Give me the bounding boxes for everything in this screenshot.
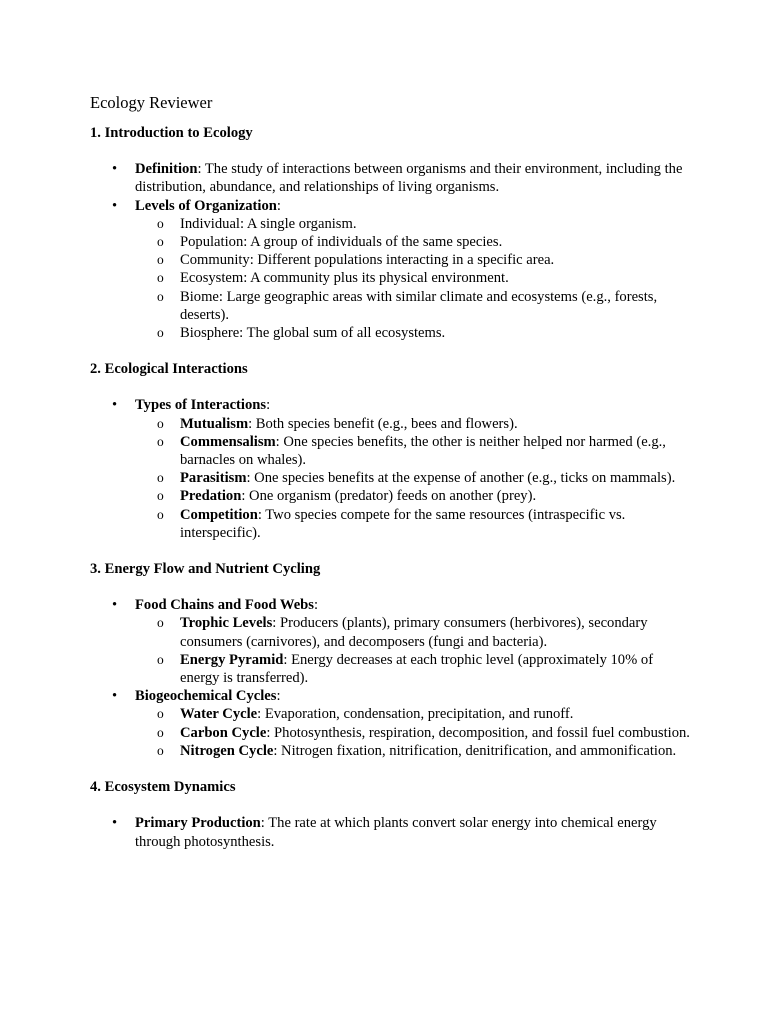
list-item	[90, 596, 690, 687]
item-term: Levels of Organization	[135, 197, 277, 214]
sub-list-item	[135, 742, 690, 760]
section-list	[90, 814, 690, 850]
circle-bullet-icon: o	[157, 252, 164, 268]
item-term: Primary Production	[135, 815, 261, 832]
section-heading: 1. Introduction to Ecology	[90, 125, 253, 141]
circle-bullet-icon: o	[157, 615, 164, 631]
item-term: Mutualism	[180, 415, 249, 432]
item-text: : Photosynthesis, respiration, decomposition, and fossil fuel combustion.	[266, 724, 690, 741]
circle-bullet-icon: o	[157, 433, 164, 449]
circle-bullet-icon: o	[157, 215, 164, 231]
sub-list-item	[135, 215, 690, 233]
item-term: Nitrogen Cycle	[180, 742, 274, 759]
item-text: : One species benefits at the expense of another (e.g., ticks on mammals).	[246, 470, 676, 487]
item-text: Individual: A single organism.	[180, 215, 357, 232]
document-page	[90, 92, 690, 869]
item-text: : Evaporation, condensation, precipitation, and runoff.	[257, 706, 574, 723]
item-text: : Both species benefit (e.g., bees and flowers).	[248, 415, 518, 432]
item-text: Ecosystem: A community plus its physical environment.	[180, 270, 509, 287]
circle-bullet-icon: o	[157, 724, 164, 740]
circle-bullet-icon: o	[157, 742, 164, 758]
document-body	[90, 124, 690, 851]
item-term: Competition	[180, 506, 258, 523]
section-list	[90, 596, 690, 760]
circle-bullet-icon: o	[157, 706, 164, 722]
item-term: Carbon Cycle	[180, 724, 267, 741]
sub-list-item	[135, 705, 690, 723]
item-term: Definition	[135, 161, 198, 178]
item-term: Energy Pyramid	[180, 651, 284, 668]
sub-list	[135, 614, 690, 687]
circle-bullet-icon: o	[157, 415, 164, 431]
item-term: Trophic Levels	[180, 615, 273, 632]
list-item	[90, 814, 690, 850]
bullet-icon: •	[112, 815, 118, 832]
circle-bullet-icon: o	[157, 288, 164, 304]
item-text: : Nitrogen fixation, nitrification, denitrification, and ammonification.	[273, 742, 677, 759]
circle-bullet-icon: o	[157, 270, 164, 286]
item-text: : One species benefits, the other is neither helped nor harmed (e.g., barnacles on whales).	[180, 433, 666, 469]
sub-list	[135, 415, 690, 542]
section-heading: 2. Ecological Interactions	[90, 361, 248, 378]
item-text: : Producers (plants), primary consumers (herbivores), secondary consumers (carnivores), and decomposers (fungi and bacteria).	[180, 615, 648, 650]
sub-list	[135, 215, 690, 342]
sub-list-item	[135, 324, 690, 342]
item-term: Biogeochemical Cycles	[135, 688, 277, 705]
circle-bullet-icon: o	[157, 506, 164, 522]
circle-bullet-icon: o	[157, 470, 164, 486]
item-text: : The study of interactions between organisms and their environment, including the distribution, abundance, and relationships of living organisms.	[135, 161, 683, 196]
item-text: Biome: Large geographic areas with similar climate and ecosystems (e.g., forests, deserts).	[180, 288, 658, 323]
item-text: :	[313, 597, 319, 614]
sub-list-item	[135, 233, 690, 251]
item-term: Parasitism	[180, 470, 247, 487]
sub-list	[135, 705, 690, 760]
circle-bullet-icon: o	[157, 234, 164, 250]
sub-list-item	[135, 724, 690, 742]
item-text: Biosphere: The global sum of all ecosystems.	[180, 325, 446, 342]
item-text: :	[276, 688, 281, 705]
item-text: : One organism (predator) feeds on another (prey).	[241, 488, 537, 505]
circle-bullet-icon: o	[157, 488, 164, 504]
sub-list-item	[135, 506, 690, 542]
item-term: Commensalism	[180, 433, 276, 450]
item-text: Community: Different populations interacting in a specific area.	[180, 252, 555, 269]
item-text: Population: A group of individuals of the same species.	[180, 234, 503, 251]
list-item	[90, 687, 690, 760]
document-title: Ecology Reviewer	[90, 93, 213, 112]
sub-list-item	[135, 651, 690, 687]
circle-bullet-icon: o	[157, 651, 164, 667]
item-text: :	[266, 397, 271, 414]
item-term: Water Cycle	[180, 706, 258, 723]
bullet-icon: •	[112, 397, 118, 414]
sub-list-item	[135, 251, 690, 269]
list-item	[90, 160, 690, 196]
list-item	[90, 396, 690, 542]
bullet-icon: •	[112, 597, 118, 614]
section-heading: 3. Energy Flow and Nutrient Cycling	[90, 561, 321, 578]
sub-list-item	[135, 415, 690, 433]
sub-list-item	[135, 269, 690, 287]
circle-bullet-icon: o	[157, 325, 164, 341]
bullet-icon: •	[112, 688, 118, 705]
item-term: Food Chains and Food Webs	[135, 597, 314, 614]
section-list	[90, 396, 690, 542]
section-heading: 4. Ecosystem Dynamics	[90, 779, 236, 796]
item-term: Predation	[180, 488, 242, 505]
item-text: : The rate at which plants convert solar energy into chemical energy through photosynthesis.	[135, 815, 657, 850]
item-text: :	[276, 197, 281, 214]
sub-list-item	[135, 288, 690, 324]
list-item	[90, 197, 690, 343]
item-text: : Two species compete for the same resources (intraspecific vs. interspecific).	[180, 506, 626, 541]
sub-list-item	[135, 487, 690, 505]
sub-list-item	[135, 433, 690, 469]
section-list	[90, 160, 690, 342]
bullet-icon: •	[112, 197, 118, 214]
item-term: Types of Interactions	[135, 397, 267, 414]
sub-list-item	[135, 469, 690, 487]
item-text: : Energy decreases at each trophic level (approximately 10% of energy is transferred).	[180, 651, 654, 687]
sub-list-item	[135, 614, 690, 650]
bullet-icon: •	[112, 161, 118, 178]
